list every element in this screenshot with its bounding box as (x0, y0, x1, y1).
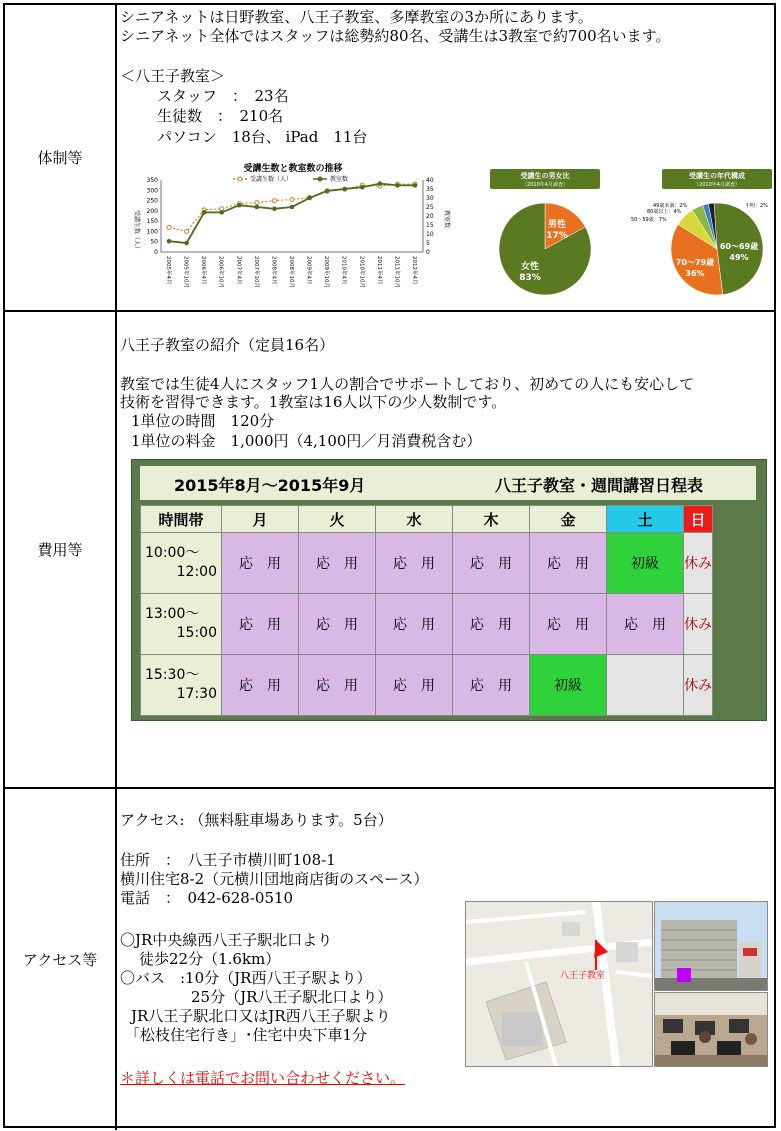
access-address1: 住所 ： 八王子市横川町108-1 (120, 851, 336, 869)
x-tick-label: 2009年4月 (305, 256, 312, 285)
enrollment-line-chart (123, 160, 461, 305)
data-point (413, 184, 417, 188)
row-label: アクセス等 (5, 789, 117, 1130)
time-slot-start: 10:00～ (145, 545, 200, 561)
data-point (185, 229, 189, 233)
y-tick-label: 250 (146, 197, 158, 205)
schedule-title: 八王子教室・週間講習日程表 (495, 476, 704, 495)
data-point (167, 225, 171, 229)
slice-label: 70～79歳 (675, 258, 715, 267)
y-tick-label: 200 (146, 207, 158, 215)
data-point (325, 189, 329, 193)
time-slot-start: 15:30～ (145, 667, 200, 683)
slice-label: 不明：2% (745, 203, 768, 209)
y-tick-label: 100 (146, 228, 158, 236)
schedule-cell: 応 用 (299, 655, 376, 716)
schedule-cell: 応 用 (453, 594, 530, 655)
fees-desc1: 教室では生徒4人にスタッフ1人の割合でサポートしており、初めての人にも安心して (120, 375, 695, 393)
access-note: ＊詳しくは電話でお問い合わせください。 (120, 1069, 406, 1087)
fees-price: 1単位の料金 1,000円（4,100円／月消費税含む） (131, 432, 482, 450)
data-point (396, 184, 400, 188)
time-slot-cell (141, 655, 222, 716)
data-point (308, 196, 312, 200)
time-slot-cell (141, 594, 222, 655)
schedule-cell: 応 用 (607, 594, 684, 655)
y2-tick-label: 25 (426, 204, 434, 211)
data-point (290, 198, 294, 202)
slice-label: 80歳以上：4% (647, 209, 682, 215)
schedule-cell: 応 用 (530, 533, 607, 594)
schedule-cell: 休み (684, 594, 713, 655)
y2-tick-label: 35 (426, 186, 434, 193)
header-cell-sunday: 日 (684, 506, 713, 533)
pie-subtitle: （2010年4月調査） (694, 182, 740, 188)
schedule-row (141, 533, 713, 594)
system-line1: シニアネットは日野教室、八王子教室、多摩教室の3か所にあります。 (120, 8, 593, 26)
data-point (343, 187, 347, 191)
time-slot-end: 15:00 (176, 625, 217, 641)
legend-label: 受講生数（人） (250, 176, 293, 183)
fees-desc2: 技術を習得できます。1教室は16人以下の少人数制です。 (120, 393, 507, 411)
fees-intro: 八王子教室の紹介（定員16名） (120, 336, 335, 354)
info-table (3, 3, 776, 1128)
access-train1: 〇JR中央線西八王子駅北口より (120, 931, 333, 949)
y2-tick-label: 20 (426, 213, 434, 220)
access-parking: アクセス: （無料駐車場あります。5台） (120, 811, 393, 829)
y-tick-label: 0 (154, 249, 158, 256)
system-heading: ＜八王子教室＞ (120, 67, 226, 85)
age-pie-chart (605, 167, 775, 307)
row-access (5, 789, 774, 1130)
schedule-cell: 応 用 (376, 655, 453, 716)
pie-title: 受講生の男女比 (520, 172, 570, 180)
schedule-cell: 応 用 (376, 594, 453, 655)
y2-tick-label: 40 (426, 177, 434, 184)
header-cell-saturday: 土 (607, 506, 684, 533)
y2-tick-label: 0 (426, 249, 430, 256)
data-point (272, 199, 276, 203)
x-tick-label: 2008年10月 (288, 256, 294, 288)
data-point (360, 185, 364, 189)
x-tick-label: 2006年4月 (200, 256, 207, 285)
y2-tick-label: 30 (426, 195, 434, 202)
map-marker-label: 八王子教室 (560, 971, 606, 981)
row-content (117, 5, 774, 310)
schedule-cell: 応 用 (299, 533, 376, 594)
slice-label: 49歳未満：2% (653, 203, 688, 209)
data-point (255, 205, 259, 209)
schedule-cell: 応 用 (222, 594, 299, 655)
row-fees (5, 312, 774, 789)
schedule-cell: 応 用 (222, 655, 299, 716)
row-system (5, 5, 774, 312)
y-tick-label: 350 (146, 177, 158, 184)
x-tick-label: 2008年4月 (270, 256, 277, 285)
schedule-cell: 応 用 (530, 594, 607, 655)
data-point (202, 211, 206, 215)
y-tick-label: 50 (150, 238, 158, 246)
data-point (185, 241, 189, 245)
legend-label: 教室数 (330, 176, 349, 183)
header-cell: 月 (222, 506, 299, 533)
pie-subtitle: （2010年4月調査） (522, 182, 568, 188)
header-cell: 水 (376, 506, 453, 533)
row-content (117, 789, 774, 1130)
slice-value: 49% (729, 253, 749, 262)
schedule-cell: 応 用 (299, 594, 376, 655)
access-bus4: 「松枝住宅行き」･住宅中央下車1分 (125, 1026, 368, 1044)
schedule-cell (607, 655, 684, 716)
x-tick-label: 2010年4月 (340, 256, 347, 285)
y-tick-label: 150 (146, 218, 158, 226)
data-point (255, 201, 259, 205)
time-slot-start: 13:00～ (145, 606, 200, 622)
x-tick-label: 2012年4月 (411, 256, 417, 285)
schedule-cell: 応 用 (222, 533, 299, 594)
slice-value: 17% (546, 231, 568, 241)
access-bus3: JR八王子駅北口又はJR西八王子駅より (131, 1007, 391, 1025)
schedule-cell: 休み (684, 533, 713, 594)
schedule-cell: 初級 (607, 533, 684, 594)
schedule-row (141, 594, 713, 655)
x-tick-label: 2010年10月 (358, 256, 365, 288)
schedule-header (140, 466, 756, 500)
time-slot-cell (141, 533, 222, 594)
classroom-photo (654, 992, 768, 1067)
y2-tick-label: 15 (426, 222, 434, 229)
map-image (465, 901, 653, 1067)
x-tick-label: 2011年4月 (375, 256, 382, 285)
legend-marker (318, 177, 322, 181)
x-tick-label: 2007年4月 (235, 256, 242, 285)
slice-value: 36% (685, 269, 705, 278)
slice-label: 女性 (520, 262, 540, 272)
schedule-cell: 初級 (530, 655, 607, 716)
header-cell: 木 (453, 506, 530, 533)
x-tick-label: 2005年4月 (165, 256, 171, 285)
data-point (290, 205, 294, 209)
chart-title: 受講生数と教室数の推移 (243, 164, 343, 174)
row-content (117, 312, 774, 787)
y2-tick-label: 10 (426, 231, 434, 238)
legend-marker (238, 177, 242, 181)
access-bus2: 25分（JR八王子駅北口より） (191, 988, 393, 1006)
slice-label: 60～69歳 (719, 242, 759, 251)
schedule-cell: 応 用 (453, 655, 530, 716)
y2-tick-label: 5 (426, 240, 430, 247)
x-tick-label: 2007年10月 (252, 256, 259, 288)
slice-value: 83% (519, 273, 541, 283)
pie-title: 受講生の年代構成 (689, 172, 745, 180)
row-label: 体制等 (5, 5, 117, 310)
system-staff: スタッフ ： 23名 (157, 87, 289, 105)
fees-time: 1単位の時間 120分 (131, 412, 275, 430)
header-cell: 時間帯 (141, 506, 222, 533)
schedule-header-row (141, 506, 713, 533)
slice-label: 50～59歳：7% (631, 217, 667, 223)
data-point (273, 207, 277, 211)
building-photo (654, 901, 768, 991)
time-slot-end: 17:30 (176, 686, 217, 702)
time-slot-end: 12:00 (176, 564, 217, 580)
access-train2: 徒歩22分（1.6km） (139, 950, 281, 968)
y-tick-label: 300 (146, 187, 158, 195)
access-tel: 電話 ： 042-628-0510 (120, 889, 294, 907)
data-point (220, 211, 224, 215)
x-tick-label: 2009年10月 (323, 256, 330, 288)
schedule-cell: 応 用 (453, 533, 530, 594)
x-tick-label: 2006年10月 (217, 256, 224, 288)
schedule-cell: 休み (684, 655, 713, 716)
system-pcs: パソコン 18台、 iPad 11台 (157, 128, 368, 146)
slice-label: 男性 (547, 220, 567, 230)
data-point (378, 182, 382, 186)
access-address2: 横川住宅8-2（元横川団地商店街のスペース） (120, 870, 429, 888)
header-cell: 火 (299, 506, 376, 533)
y2-axis-label: 教室数 (443, 210, 450, 229)
schedule-period: 2015年8月～2015年9月 (174, 476, 366, 495)
y-axis-label: 受講生数（人） (133, 210, 140, 253)
schedule-panel (131, 459, 767, 721)
system-line2: シニアネット全体ではスタッフは総勢約80名、受講生は3教室で約700名います。 (120, 27, 671, 45)
x-tick-label: 2005年10月 (182, 256, 189, 288)
access-bus1: 〇バス :10分（JR西八王子駅より） (120, 969, 372, 987)
system-students: 生徒数 ： 210名 (157, 107, 284, 125)
schedule-cell: 応 用 (376, 533, 453, 594)
schedule-grid (140, 505, 713, 716)
data-point (237, 203, 241, 207)
row-label: 費用等 (5, 312, 117, 787)
data-point (167, 239, 171, 243)
header-cell: 金 (530, 506, 607, 533)
schedule-row (141, 655, 713, 716)
x-tick-label: 2011年10月 (393, 256, 400, 288)
gender-pie-chart (485, 167, 610, 307)
